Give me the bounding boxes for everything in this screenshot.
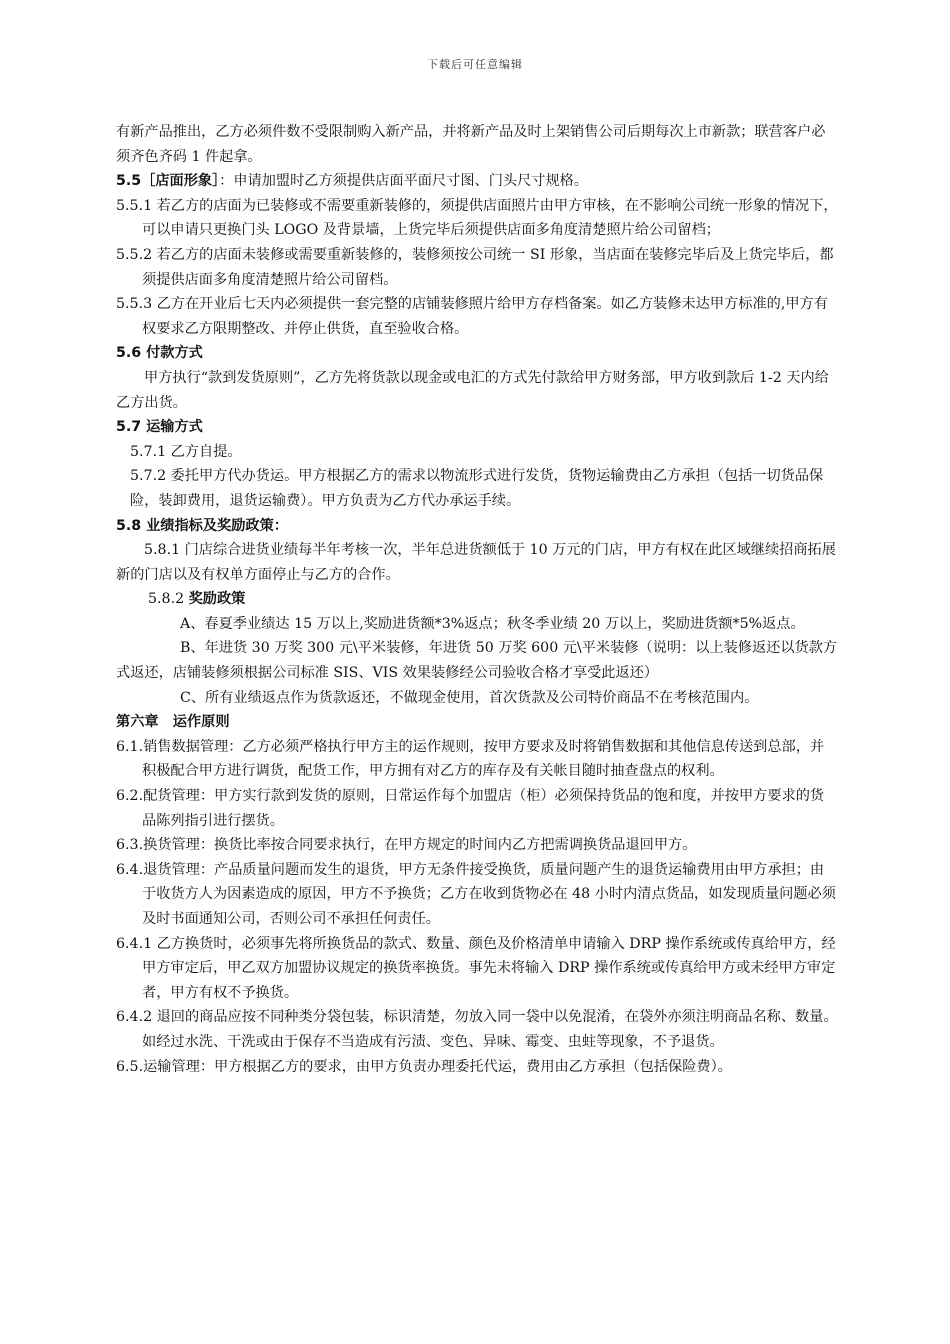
section-5-7-heading: 5.7 运输方式 [116,419,203,436]
clause-6-4: 6.4.退货管理：产品质量问题而发生的退货，甲方无条件接受换货，质量问题产生的退货运输费用由甲方承担；由于收货方人为因素造成的原因，甲方不予换货；乙方在收到货物必在 48 小时内清点货品，如发现质量问题必须及时书面通知公司，否则公司不承担任何责任。 [116,861,836,927]
document-body [116,120,838,1079]
paragraph-new-products: 有新产品推出，乙方必须件数不受限制购入新产品，并将新产品及时上架销售公司后期每次上市新款；联营客户必须齐色齐码 1 件起拿。 [116,124,826,165]
clause-5-7-2: 5.7.2 委托甲方代办货运。甲方根据乙方的需求以物流形式进行发货，货物运输费由乙方承担（包括一切货品保险，装卸费用，退货运输费）。甲方负责为乙方代办承运手续。 [130,468,824,509]
reward-a: A、春夏季业绩达 15 万以上,奖励进货额*3%返点；秋冬季业绩 20 万以上，奖励进货额*5%返点。 [180,615,805,632]
clause-5-7-1: 5.7.1 乙方自提。 [130,443,242,460]
section-5-5 [116,169,838,194]
section-5-6-heading: 5.6 付款方式 [116,345,203,362]
clause-6-3: 6.3.换货管理：换货比率按合同要求执行，在甲方规定的时间内乙方把需调换货品退回甲方。 [116,837,697,854]
paragraph-payment: 甲方执行“款到发货原则”，乙方先将货款以现金或电汇的方式先付款给甲方财务部，甲方收到款后 1-2 天内给乙方出货。 [116,369,829,411]
clause-6-1: 6.1.销售数据管理：乙方必须严格执行甲方主的运作规则，按甲方要求及时将销售数据和其他信息传送到总部，并积极配合甲方进行调货，配货工作，甲方拥有对乙方的库存及有关帐目随时抽查盘点的权利。 [116,738,825,780]
reward-b: B、年进货 30 万奖 300 元\平米装修，年进货 50 万奖 600 元\平米装修（说明：以上装修返还以货款方式返还，店铺装修须根据公司标准 SIS、VIS 效果装修经公司验收合格才享受此返还） [116,640,838,682]
clause-5-5-1: 5.5.1 若乙方的店面为已装修或不需要重新装修的，须提供店面照片由甲方审核，在不影响公司统一形象的情况下，可以申请只更换门头 LOGO 及背景墙，上货完毕后须提供店面多角度清楚照片给公司留档； [116,197,838,239]
section-5-8-heading: 5.8 业绩指标及奖励政策： [116,517,288,534]
clause-6-4-2: 6.4.2 退回的商品应按不同种类分袋包装，标识清楚，勿放入同一袋中以免混淆，在袋外亦须注明商品名称、数量。如经过水洗、干洗或由于保存不当造成有污渍、变色、异味、霉变、虫蛀等现象，不予退货。 [116,1009,838,1050]
clause-5-8-2-number: 5.8.2 [148,591,189,608]
section-5-5-text: ：申请加盟时乙方须提供店面平面尺寸图、门头尺寸规格。 [219,173,589,190]
clause-5-8-2 [116,587,838,612]
clause-5-5-3: 5.5.3 乙方在开业后七天内必须提供一套完整的店铺装修照片给甲方存档备案。如乙方装修未达甲方标准的,甲方有权要求乙方限期整改、并停止供货，直至验收合格。 [116,296,828,337]
clause-6-5: 6.5.运输管理：甲方根据乙方的要求，由甲方负责办理委托代运，费用由乙方承担（包括保险费）。 [116,1058,732,1075]
clause-6-2: 6.2.配货管理：甲方实行款到发货的原则，日常运作每个加盟店（柜）必须保持货品的饱和度，并按甲方要求的货品陈列指引进行摆货。 [116,788,825,829]
reward-c: C、所有业绩返点作为货款返还，不做现金使用，首次货款及公司特价商品不在考核范围内。 [180,689,759,706]
clause-5-5-2: 5.5.2 若乙方的店面未装修或需要重新装修的，装修须按公司统一 SI 形象，当店面在装修完毕后及上货完毕后，都须提供店面多角度清楚照片给公司留档。 [116,246,834,288]
section-5-5-heading: 5.5［店面形象］ [116,173,220,190]
clause-5-8-2-title: 奖励政策 [188,591,246,608]
chapter-6-heading: 第六章 运作原则 [116,714,230,731]
clause-5-8-1: 5.8.1 门店综合进货业绩每半年考核一次，半年总进货额低于 10 万元的门店，甲方有权在此区域继续招商拓展新的门店以及有权单方面停止与乙方的合作。 [116,542,836,583]
page-header: 下载后可任意编辑 [427,58,523,71]
clause-6-4-1: 6.4.1 乙方换货时，必须事先将所换货品的款式、数量、颜色及价格清单申请输入 DRP 操作系统或传真给甲方，经甲方审定后，甲乙双方加盟协议规定的换货率换货。事先未将输入 DRP 操作系统或传真给甲方或未经甲方审定者，甲方有权不予换货。 [116,935,836,1001]
